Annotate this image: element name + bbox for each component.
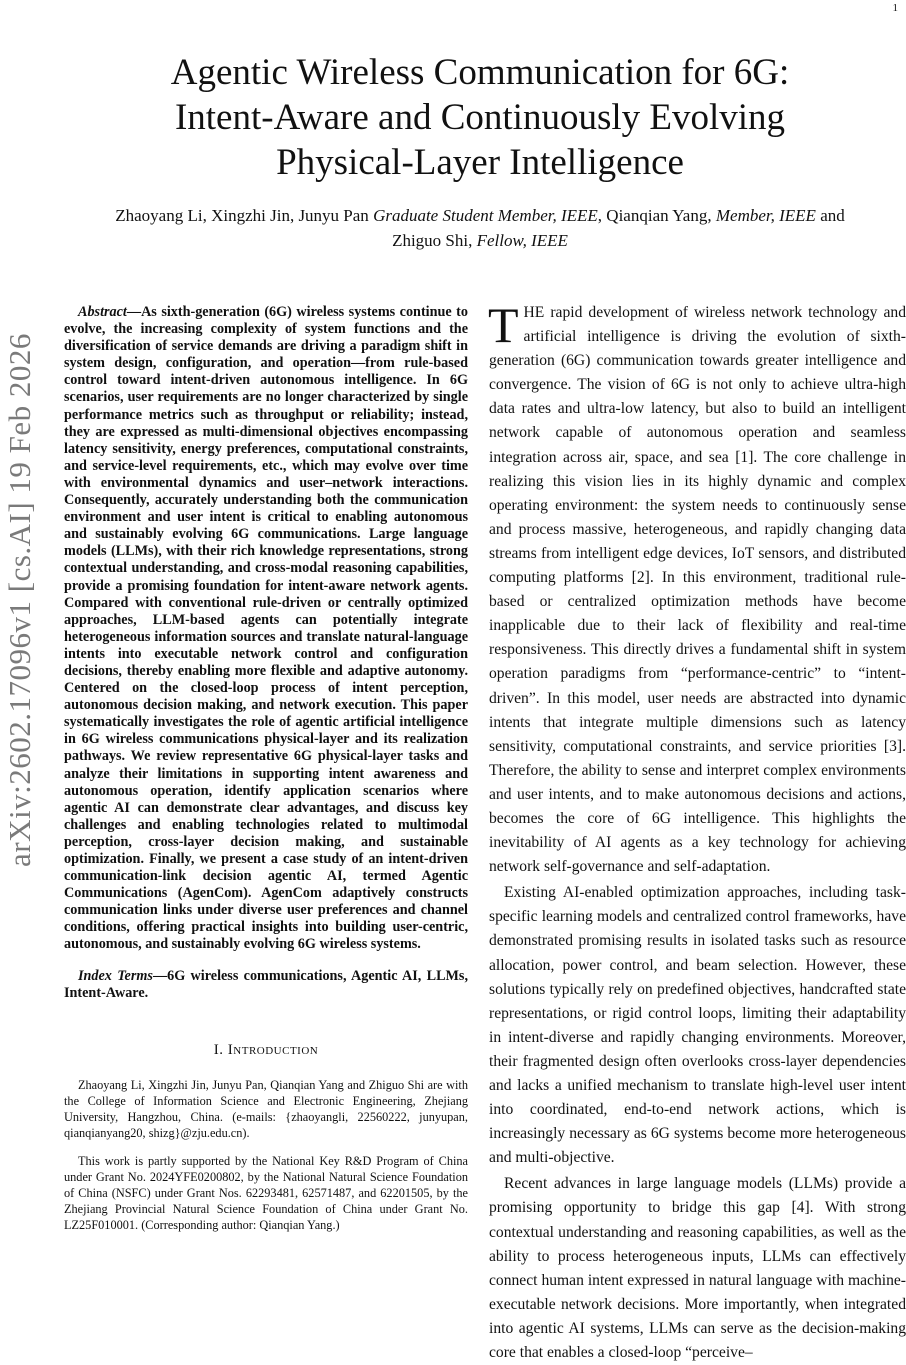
- index-terms: [64, 968, 468, 1002]
- title-line-3: Physical-Layer Intelligence: [276, 142, 684, 183]
- author-role-3: Fellow, IEEE: [476, 231, 568, 250]
- paper-title: [80, 50, 880, 185]
- section-heading-introduction: [64, 1042, 468, 1059]
- title-line-2: Intent-Aware and Continuously Evolving: [174, 97, 786, 138]
- section-number: I.: [213, 1041, 224, 1058]
- left-column: [64, 304, 468, 1233]
- index-terms-body: —6G wireless communications, Agentic AI, LLMs, Intent-Aware.: [64, 967, 469, 1001]
- author-role-1: Graduate Student Member, IEEE: [373, 206, 598, 225]
- abstract: [64, 304, 468, 954]
- authors-part-4: Zhiguo Shi,: [392, 231, 477, 250]
- footnote-affiliation: Zhaoyang Li, Xingzhi Jin, Junyu Pan, Qianqian Yang and Zhiguo Shi are with the College of Information Science and Electronic Engineering, Zhejiang University, Hangzhou, China. (e-mails: {zhaoyangli, 22560222, junyupan, qianqianyang20, shizg}@zju.edu.cn).: [64, 1077, 468, 1140]
- footnote-funding: This work is partly supported by the National Key R&D Program of China under Grant No. 2024YFE0200802, by the National Natural Science Foundation of China (NSFC) under Grant Nos. 62293481, 62571487, and 62201505, by the Zhejiang Provincial Natural Science Foundation of China under Grant No. LZ25F010001. (Corresponding author: Qianqian Yang.): [64, 1153, 468, 1232]
- arxiv-stamp: [0, 300, 40, 900]
- abstract-lead: Abstract: [78, 304, 127, 320]
- abstract-body: —As sixth-generation (6G) wireless systems continue to evolve, the increasing complexity of system functions and the diversification of service demands are driving a paradigm shift in system design, configuration, and operation—from rule-based control toward intent-driven autonomous intelligence. In 6G scenarios, user requirements are no longer characterized by single performance metrics such as throughput or reliability; instead, they are expressed as multi-dimensional objectives encompassing latency sensitivity, energy preferences, computational constraints, and service-level requirements, etc., which may evolve over time with environmental dynamics and user–network interactions. Consequently, accurately understanding both the communication environment and user intent is critical to enabling autonomous and sustainably evolving 6G communications. Large language models (LLMs), with their rich knowledge representations, strong contextual understanding, and cross-modal reasoning capabilities, provide a promising foundation for intent-aware network agents. Compared with conventional rule-driven or centrally optimized approaches, LLM-based agents can potentially integrate heterogeneous information sources and translate natural-language intents into executable network control and configuration decisions, thereby enabling more flexible and adaptive autonomy. Centered on the closed-loop process of intent perception, autonomous decision making, and network execution. This paper systematically investigates the role of agentic artificial intelligence in 6G wireless communications physical-layer and its realization pathways. We review representative 6G physical-layer tasks and analyze their limitations in supporting intent awareness and autonomous operation, identify application scenarios where agentic AI can demonstrate clear advantages, and discuss key challenges and enabling technologies related to multimodal perception, cross-layer decision making, and sustainable optimization. Finally, we present a case study of an intent-driven communication-link decision agentic AI, termed Agentic Communications (AgenCom). AgenCom adaptively constructs communication links under diverse user preferences and channel conditions, offering practical insights into building user-centric, autonomous, and sustainably evolving 6G wireless systems.: [64, 304, 468, 953]
- first-word-rest: HE: [523, 304, 545, 321]
- intro-paragraph-2: Existing AI-enabled optimization approaches, including task-specific learning models and centralized control frameworks, have demonstrated promising results in isolated tasks such as resource allocation, power control, and beam selection. However, these solutions typically rely on predefined objectives, handcrafted state representations, or rigid control loops, limiting their adaptability in intent-diverse and rapidly changing environments. Moreover, their fragmented design often overlooks cross-layer dependencies and lacks a unified mechanism to translate high-level user intent into coordinated, end-to-end network actions, which is increasingly necessary as 6G systems become more heterogeneous and multi-objective.: [489, 884, 906, 1167]
- intro-paragraph-3: Recent advances in large language models (LLMs) provide a promising opportunity to bridge this gap [4]. With strong contextual understanding and reasoning capabilities, as well as the ability to process heterogeneous inputs, LLMs can effectively connect human intent expressed in natural language with machine-executable network decisions. More importantly, when integrated into agentic AI systems, LLMs can serve as the decision-making core that enables a closed-loop “perceive–: [489, 1175, 906, 1362]
- arxiv-stamp-text: arXiv:2602.17096v1 [cs.AI] 19 Feb 2026: [2, 333, 38, 867]
- right-column: [488, 297, 906, 1365]
- author-list: [80, 203, 880, 253]
- section-title: Introduction: [227, 1041, 319, 1058]
- intro-paragraph-1: [488, 297, 906, 879]
- authors-part-3: and: [815, 206, 845, 225]
- index-terms-lead: Index Terms: [78, 967, 153, 984]
- title-line-1: Agentic Wireless Communication for 6G:: [170, 52, 790, 93]
- drop-cap: T: [488, 297, 519, 353]
- intro-paragraph-1-text: rapid development of wireless network technology and artificial intelligence is driving the evolution of sixth-generation (6G) communication towards greater intelligence and convergence. The vision of 6G is not only to achieve ultra-high data rates and ultra-low latency, but also to build an intelligent network capable of autonomous operation and seamless integration across air, space, and sea [1]. The core challenge in realizing this vision lies in its highly dynamic and complex operating environment: the system needs to continuously sense and process massive, heterogeneous, and rapidly changing data streams from intelligent edge devices, IoT sensors, and distributed computing platforms [2]. In this environment, traditional rule-based or centralized optimization methods have become inapplicable due to their lack of flexibility and real-time responsiveness. This directly drives a fundamental shift in system operation paradigms from “performance-centric” to “intent-driven”. In this model, user needs are abstracted into dynamic intents that integrate multiple dimensions such as latency sensitivity, computational constraints, and service priorities [3]. Therefore, the ability to sense and interpret complex environments and user intents, and to make autonomous decisions and actions, becomes the core of 6G intelligence. This highlights the inevitability of AI agents as a key technology for achieving network self-governance and self-adaptation.: [489, 304, 906, 876]
- title-block: [80, 50, 880, 253]
- authors-part-1: Zhaoyang Li, Xingzhi Jin, Junyu Pan: [115, 206, 374, 225]
- page-number: 1: [892, 2, 898, 14]
- author-role-2: Member, IEEE: [715, 206, 816, 225]
- authors-part-2: , Qianqian Yang,: [597, 206, 716, 225]
